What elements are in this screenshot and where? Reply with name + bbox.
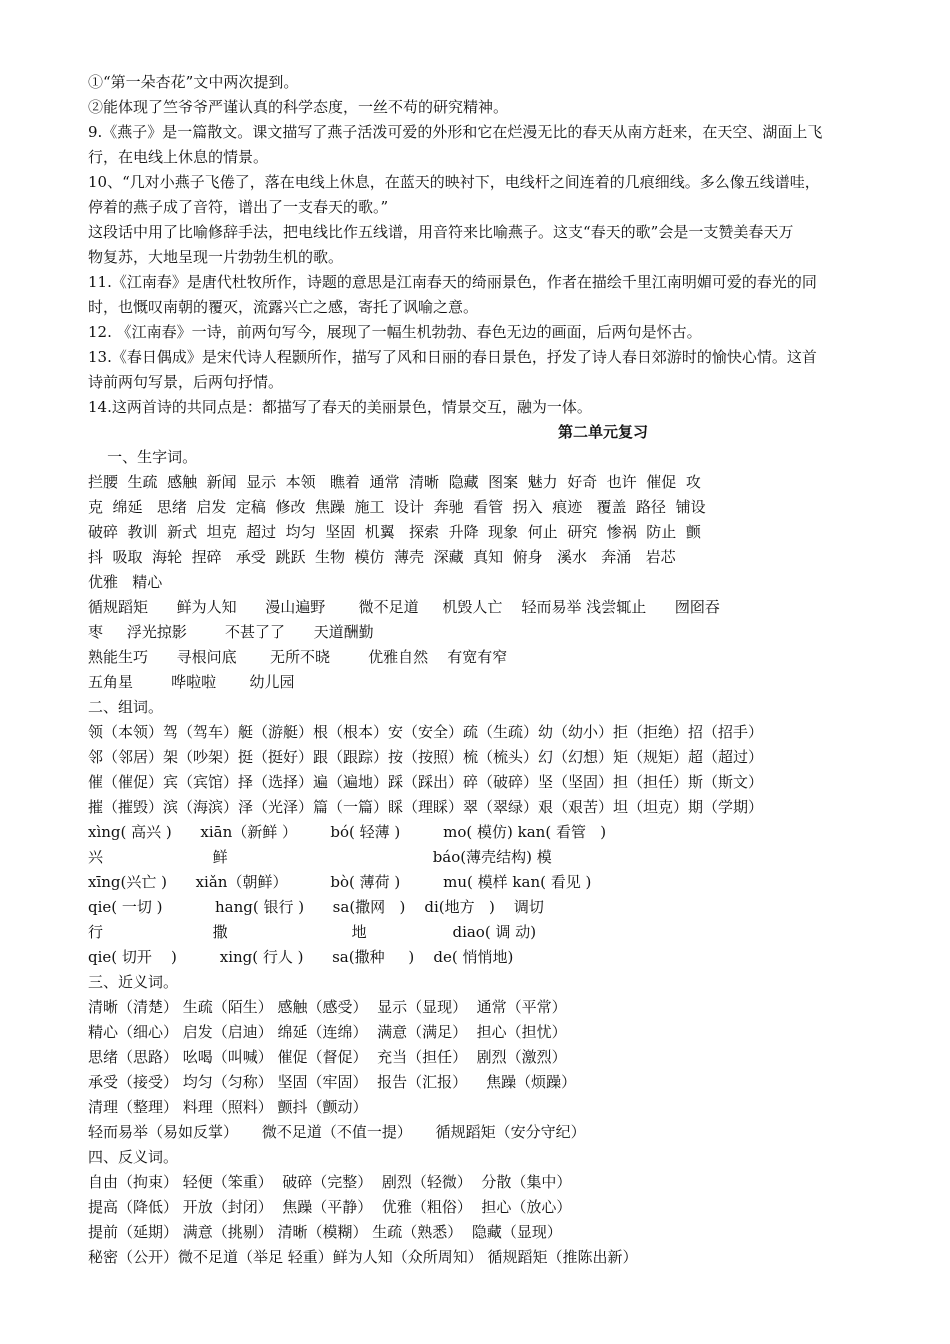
text-line: 摧（摧毁）滨（海滨）泽（光泽）篇（一篇）睬（理睬）翠（翠绿）艰（艰苦）坦（坦克）期（学期）	[88, 798, 764, 816]
text-line: 轻而易举（易如反掌） 微不足道（不值一提） 循规蹈矩（安分守纪）	[88, 1123, 586, 1141]
document-page	[88, 70, 888, 1270]
text-line: 拦腰 生疏 感触 新闻 显示 本领 瞧着 通常 清晰 隐藏 图案 魅力 好奇 也许 催促 攻	[88, 473, 701, 491]
text-line: 清晰（清楚） 生疏（陌生） 感触（感受） 显示（显现） 通常（平常）	[88, 998, 567, 1016]
text-line: 这段话中用了比喻修辞手法，把电线比作五线谱，用音符来比喻燕子。这支“春天的歌”会是一支赞美春天万	[88, 223, 794, 241]
text-line: 枣 浮光掠影 不甚了了 天道酬勤	[88, 623, 374, 641]
text-line: 12. 《江南春》一诗，前两句写今，展现了一幅生机勃勃、春色无边的画面，后两句是怀古。	[88, 323, 702, 341]
text-line: 秘密（公开）微不足道（举足 轻重）鲜为人知（众所周知） 循规蹈矩（推陈出新）	[88, 1248, 638, 1266]
text-line: 优雅 精心	[88, 573, 163, 591]
text-line: xìng( 高兴 ) xiān（新鲜 ） bó( 轻薄 ) mo( 模仿) kan( 看管 )	[88, 823, 607, 841]
text-line: 提前（延期） 满意（挑剔） 清晰（模糊） 生疏（熟悉） 隐藏（显现）	[88, 1223, 562, 1241]
text-line: ②能体现了竺爷爷严谨认真的科学态度，一丝不苟的研究精神。	[88, 98, 509, 116]
text-line: 14.这两首诗的共同点是：都描写了春天的美丽景色，情景交互，融为一体。	[88, 398, 592, 416]
text-line: 承受（接受） 均匀（匀称） 坚固（牢固） 报告（汇报） 焦躁（烦躁）	[88, 1073, 577, 1091]
text-line: 五角星 哗啦啦 幼儿园	[88, 673, 295, 691]
text-line: qie( 一切 ) hang( 银行 ) sa(撒网 ) di(地方 ) 调切	[88, 898, 544, 916]
text-line: 熟能生巧 寻根问底 无所不晓 优雅自然 有宽有窄	[88, 648, 508, 666]
text-line: 13.《春日偶成》是宋代诗人程颢所作，描写了风和日丽的春日景色，抒发了诗人春日郊游时的愉快心情。这首	[88, 348, 817, 366]
text-line: 思绪（思路） 吆喝（叫喊） 催促（督促） 充当（担任） 剧烈（激烈）	[88, 1048, 567, 1066]
section-heading: 三、近义词。	[88, 973, 179, 991]
text-line: 自由（拘束） 轻便（笨重） 破碎（完整） 剧烈（轻微） 分散（集中）	[88, 1173, 572, 1191]
section-heading: 一、生字词。	[88, 448, 198, 466]
section-title: 第二单元复习	[557, 423, 648, 441]
text-line: 物复苏，大地呈现一片勃勃生机的歌。	[88, 248, 344, 266]
text-line: xīng(兴亡 ) xiǎn（朝鲜） bò( 薄荷 ) mu( 模样 kan( 看见 )	[88, 873, 592, 891]
text-line: 行，在电线上休息的情景。	[88, 148, 269, 166]
text-line: qie( 切开 ) xing( 行人 ) sa(撒种 ) de( 悄悄地)	[88, 948, 514, 966]
text-line: 精心（细心） 启发（启迪） 绵延（连绵） 满意（满足） 担心（担忧）	[88, 1023, 567, 1041]
text-line: 邻（邻居）架（吵架）挺（挺好）跟（跟踪）按（按照）梳（梳头）幻（幻想）矩（规矩）超（超过）	[88, 748, 764, 766]
text-line: 诗前两句写景，后两句抒情。	[88, 373, 284, 391]
text-line: 10、“几对小燕子飞倦了，落在电线上休息，在蓝天的映衬下，电线杆之间连着的几痕细线。多么像五线谱哇，	[88, 173, 820, 191]
text-line: 破碎 教训 新式 坦克 超过 均匀 坚固 机翼 探索 升降 现象 何止 研究 惨祸 防止 颤	[88, 523, 701, 541]
text-line: 兴 鲜 báo(薄壳结构) 模	[88, 848, 552, 866]
text-line: 提高（降低） 开放（封闭） 焦躁（平静） 优雅（粗俗） 担心（放心）	[88, 1198, 572, 1216]
text-line: 清理（整理） 料理（照料） 颤抖（颤动）	[88, 1098, 368, 1116]
text-line: 11.《江南春》是唐代杜牧所作，诗题的意思是江南春天的绮丽景色，作者在描绘千里江南明媚可爱的春光的同	[88, 273, 817, 291]
text-line: 克 绵延 思绪 启发 定稿 修改 焦躁 施工 设计 奔驰 看管 拐入 痕迹 覆盖 路径 铺设	[88, 498, 706, 516]
text-line: 循规蹈矩 鲜为人知 漫山遍野 微不足道 机毁人亡 轻而易举 浅尝辄止 囫囵吞	[88, 598, 720, 616]
text-line: ①“第一朵杏花”文中两次提到。	[88, 73, 299, 91]
section-heading: 二、组词。	[88, 698, 164, 716]
text-line: 抖 吸取 海轮 捏碎 承受 跳跃 生物 模仿 薄壳 深藏 真知 俯身 溪水 奔涌 岩芯	[88, 548, 676, 566]
text-line: 催（催促）宾（宾馆）择（选择）遍（遍地）踩（踩出）碎（破碎）坚（坚固）担（担任）斯（斯文）	[88, 773, 764, 791]
text-line: 领（本领）驾（驾车）艇（游艇）根（根本）安（安全）疏（生疏）幼（幼小）拒（拒绝）招（招手）	[88, 723, 764, 741]
section-heading: 四、反义词。	[88, 1148, 179, 1166]
text-line: 行 撒 地 diao( 调 动)	[88, 923, 537, 941]
text-line: 9.《燕子》是一篇散文。课文描写了燕子活泼可爱的外形和它在烂漫无比的春天从南方赶来，在天空、湖面上飞	[88, 123, 823, 141]
text-line: 时，也慨叹南朝的覆灭，流露兴亡之感，寄托了讽喻之意。	[88, 298, 479, 316]
text-line: 停着的燕子成了音符，谱出了一支春天的歌。”	[88, 198, 389, 216]
